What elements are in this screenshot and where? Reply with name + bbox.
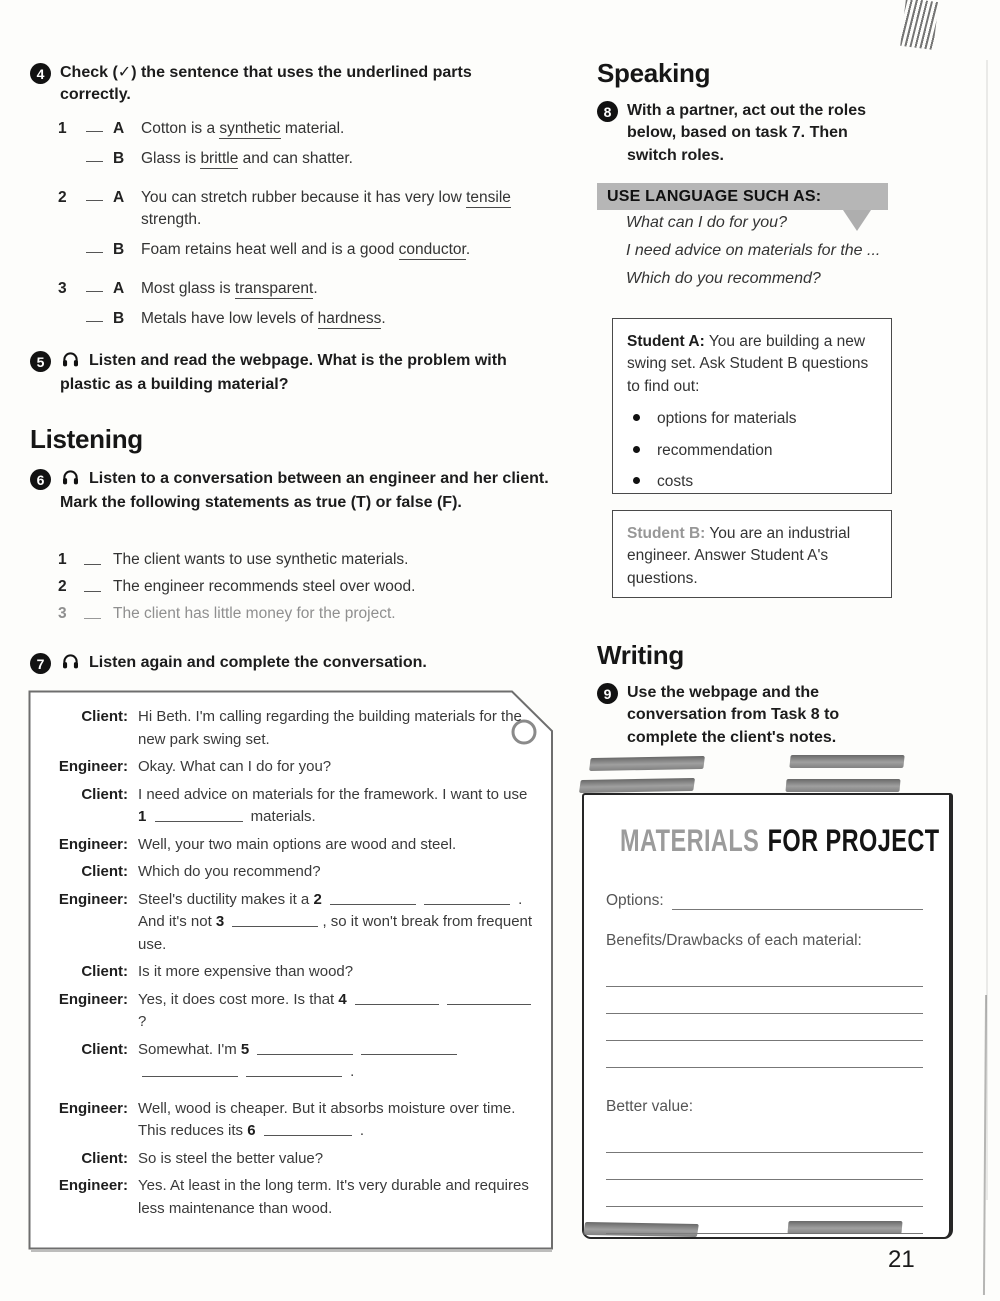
dialogue-speaker: Engineer: [58,1099,128,1117]
task6-statement-row [58,578,548,596]
example-phrase: I need advice on materials for the ... [626,242,881,259]
notepad-blank-line[interactable] [606,1153,923,1180]
dialogue-speaker: Engineer: [58,990,128,1008]
true-false-blank[interactable] [84,605,101,619]
task6-title: Listen to a conversation between an engineer and her client. Mark the following statements as true (T) or false (F). [60,470,549,512]
notepad [580,753,960,1258]
task8-title: With a partner, act out the roles below, based on task 7. Then switch roles. [627,102,867,164]
item-number: 2 [58,578,67,595]
dialogue-row [42,861,538,884]
dialogue-text: So is steel the better value? [138,1149,324,1167]
dialogue-row [42,784,538,829]
task4-option-row [58,278,548,300]
dialogue-text: Okay. What can I do for you? [138,758,332,775]
use-language-banner [597,183,888,210]
dialogue-row [42,961,538,984]
headphones-icon [62,654,79,676]
dialogue-text: Is it more expensive than wood? [138,963,354,980]
student-b-label: Student B: [627,525,706,542]
headphones-icon [62,470,79,492]
notepad-blank-line[interactable] [606,1180,923,1207]
task4-option-row [58,118,548,140]
tape-icon [785,779,900,792]
task6-statement-row [58,551,548,569]
dialogue-text: Which do you recommend? [138,863,321,880]
dialogue-text: Well, wood is cheaper. But it absorbs moisture over time. This reduces its 6 . [138,1099,516,1139]
answer-blank[interactable] [142,1063,238,1077]
notepad-blank-line[interactable] [606,960,923,987]
dialogue-row [42,1148,538,1171]
task6-statement-row [58,605,548,623]
task6-number-badge: 6 [30,469,51,490]
item-number [58,148,80,170]
option-letter: B [113,241,125,258]
gap-number: 2 [313,890,326,908]
dialogue-text: Well, your two main options are wood and steel. [138,835,457,853]
speaking-heading: Speaking [597,58,711,88]
dialogue-text: Yes, it does cost more. Is that 4 ? [138,989,538,1034]
tape-icon [787,1221,902,1234]
underlined-word: brittle [200,150,239,167]
underlined-word: hardness [317,310,382,327]
student-a-label: Student A: [627,333,705,350]
item-number: 3 [58,280,67,297]
answer-blank[interactable] [264,1122,352,1136]
dialogue-speaker: Client: [81,708,128,725]
gap-number: 6 [247,1122,260,1139]
benefits-blank-lines [606,960,923,1068]
writing-heading: Writing [597,640,684,670]
item-number [58,239,80,261]
check-blank[interactable] [86,148,103,162]
task7-title: Listen again and complete the conversation. [60,652,427,676]
underlined-word: tensile [466,189,511,206]
option-sentence: Most glass is transparent. [141,280,318,297]
item-number [58,308,80,330]
item-number: 1 [58,120,67,137]
page-number: 21 [888,1246,915,1273]
check-blank[interactable] [86,278,103,292]
dialogue-speaker: Client: [81,785,128,803]
underlined-word: transparent [234,280,314,297]
task4-number-badge: 4 [30,63,51,84]
dialogue-text: I need advice on materials for the framework. I want to use 1 materials. [138,785,528,825]
dialogue-text: Steel's ductility makes it a 2 . And it's not 3 , so it won't break from frequent use. [138,890,533,953]
dialogue-row [42,834,538,857]
true-false-blank[interactable] [84,578,101,592]
statement-text: The client wants to use synthetic materials. [113,551,409,568]
answer-blank[interactable] [257,1041,353,1055]
dialogue-text: Yes. At least in the long term. It's very durable and requires less maintenance than wood. [138,1177,529,1217]
student-b-text: You are an industrial engineer. Answer Student A's questions. [627,525,851,587]
notepad-blank-line[interactable] [606,1126,923,1153]
answer-blank[interactable] [424,891,510,905]
notepad-title: MATERIALS FOR PROJECT [620,823,940,858]
task6-items [58,551,548,632]
student-a-box [612,318,892,494]
task4-option-row [58,308,548,330]
dialogue-speaker: Client: [81,1040,128,1058]
gap-number: 1 [138,808,151,825]
example-phrase: Which do you recommend? [626,270,821,287]
conversation-card [28,690,554,1252]
task4-option-row [58,239,548,261]
task7-number-badge: 7 [30,653,51,674]
statement-text: The client has little money for the project. [113,605,396,622]
student-b-box [612,510,892,598]
dialogue-text: Hi Beth. I'm calling regarding the building materials for the new park swing set. [138,708,522,748]
answer-blank[interactable] [447,991,531,1005]
use-language-label: USE LANGUAGE SUCH AS: [607,187,822,205]
task4-item-group [58,187,548,261]
dialogue-speaker: Engineer: [58,835,128,853]
gap-number: 4 [338,990,351,1008]
bullet-item: recommendation [631,440,877,462]
underlined-word: synthetic [219,120,281,137]
better-value-blank-lines [606,1126,923,1234]
dialogue-speaker: Engineer: [58,1177,128,1194]
item-number: 1 [58,551,67,568]
headphones-icon [62,352,79,374]
better-value-label: Better value: [606,1098,694,1115]
option-letter: A [113,189,125,206]
gap-number: 3 [215,913,229,930]
dialogue-row [42,1175,538,1220]
listening-heading: Listening [30,424,143,454]
bullet-item: options for materials [631,408,877,430]
task9-header [597,682,897,749]
option-sentence: Glass is brittle and can shatter. [141,150,353,167]
dialogue-row [42,889,538,957]
true-false-blank[interactable] [84,551,101,565]
notepad-sheet [582,793,953,1239]
dialogue-speaker: Engineer: [58,758,128,775]
item-number: 3 [58,605,67,622]
option-sentence: Metals have low levels of hardness. [141,310,386,327]
dialogue-row [42,1039,538,1084]
answer-blank[interactable] [232,913,318,927]
answer-blank[interactable] [246,1063,342,1077]
check-blank[interactable] [86,187,103,201]
underlined-word: conductor [398,241,466,258]
task7-header [30,652,555,676]
task6-header [30,468,555,515]
dialogue-speaker: Client: [81,863,128,880]
student-a-text: You are building a new swing set. Ask Student B questions to find out: [627,333,869,395]
option-sentence: You can stretch rubber because it has very low tensile strength. [141,189,511,228]
task4-item-group [58,278,548,330]
check-blank[interactable] [86,239,103,253]
tape-icon [589,756,705,771]
task9-title: Use the webpage and the conversation from Task 8 to complete the client's notes. [627,684,840,746]
task4-header [30,62,550,107]
options-blank-line[interactable] [672,883,923,910]
student-a-bullets [631,408,877,493]
benefits-label: Benefits/Drawbacks of each material: [606,932,862,949]
answer-blank[interactable] [330,891,416,905]
dialogue-text: Somewhat. I'm 5 . [138,1039,538,1084]
answer-blank[interactable] [155,808,243,822]
tape-icon [583,1222,699,1237]
dialogue [42,706,538,1225]
option-sentence: Foam retains heat well and is a good conductor. [141,241,471,258]
options-label: Options: [606,892,664,909]
dialogue-speaker: Client: [81,1149,128,1167]
task4-title: Check (✓) the sentence that uses the underlined parts correctly. [60,64,472,104]
statement-text: The engineer recommends steel over wood. [113,578,416,595]
use-language-phrases [626,214,896,298]
gap-number: 5 [240,1040,254,1058]
dialogue-row [42,756,538,779]
notepad-blank-line[interactable] [606,987,923,1014]
answer-blank[interactable] [355,991,439,1005]
answer-blank[interactable] [361,1041,457,1055]
check-blank[interactable] [86,118,103,132]
dialogue-speaker: Engineer: [58,890,128,908]
tape-icon [789,755,904,768]
task9-number-badge: 9 [597,683,618,704]
notepad-blank-line[interactable] [606,1041,923,1068]
task4-item-group [58,118,548,170]
option-letter: A [113,120,125,137]
scan-artifact [900,0,939,50]
task5-header [30,350,555,397]
task4-items [58,118,548,347]
dialogue-row [42,989,538,1034]
task8-header [597,100,887,167]
task8-number-badge: 8 [597,101,618,122]
item-number: 2 [58,189,67,206]
tape-icon [579,778,695,793]
dialogue-row [42,706,538,751]
option-sentence: Cotton is a synthetic material. [141,120,345,137]
task4-option-row [58,187,548,231]
notepad-blank-line[interactable] [606,1014,923,1041]
task4-option-row [58,148,548,170]
check-blank[interactable] [86,308,103,322]
option-letter: B [113,150,125,167]
example-phrase: What can I do for you? [626,214,787,231]
bullet-item: costs [631,471,877,493]
task5-number-badge: 5 [30,351,51,372]
dialogue-speaker: Client: [81,963,128,980]
option-letter: A [113,280,125,297]
dialogue-row [42,1098,538,1143]
option-letter: B [113,310,125,327]
task5-title: Listen and read the webpage. What is the problem with plastic as a building material? [60,352,507,394]
